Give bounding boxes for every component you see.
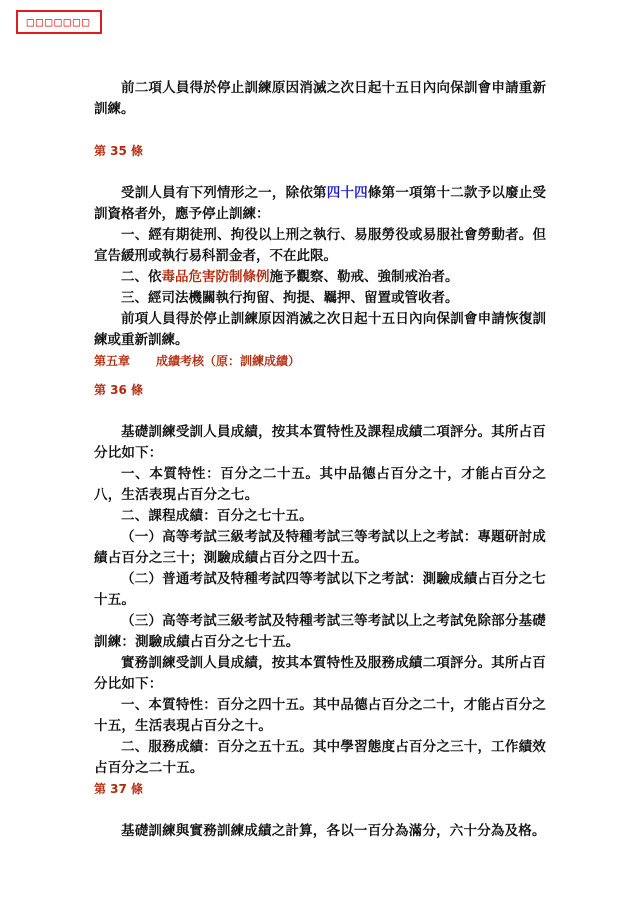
paragraph: 前項人員得於停止訓練原因消滅之次日起十五日內向保訓會申請恢復訓練或重新訓練。 bbox=[94, 311, 546, 348]
article-link-44[interactable]: 四十四 bbox=[326, 185, 368, 201]
paragraph: 二、服務成績：百分之五十五。其中學習態度占百分之三十，工作績效占百分之二十五。 bbox=[94, 739, 546, 776]
header-stamp: □□□□□□□ bbox=[16, 10, 102, 34]
paragraph: （一）高等考試三級考試及特種考試三等考試以上之考試：專題研討成績占百分之三十；測驗成績占百分之四十五。 bbox=[94, 529, 546, 566]
document-body bbox=[94, 78, 546, 842]
paragraph: 基礎訓練與實務訓練成績之計算，各以一百分為滿分，六十分為及格。 bbox=[121, 823, 546, 839]
paragraph: 前二項人員得於停止訓練原因消滅之次日起十五日內向保訓會申請重新訓練。 bbox=[94, 80, 546, 117]
article-heading-37[interactable]: 第 37 條 bbox=[94, 782, 144, 796]
drug-act-link[interactable]: 毒品危害防制條例 bbox=[161, 269, 270, 285]
paragraph: 基礎訓練受訓人員成績，按其本質特性及課程成績二項評分。其所占百分比如下： bbox=[94, 424, 546, 461]
paragraph: 一、本質特性：百分之二十五。其中品德占百分之十，才能占百分之八，生活表現占百分之七。 bbox=[94, 466, 546, 503]
chapter-number: 第五章 bbox=[94, 354, 131, 368]
chapter-title: 成績考核（原：訓練成績） bbox=[156, 354, 301, 368]
article-heading-36[interactable]: 第 36 條 bbox=[94, 383, 144, 397]
paragraph: 一、本質特性：百分之四十五。其中品德占百分之二十，才能占百分之十五，生活表現占百分之十。 bbox=[94, 697, 546, 734]
paragraph: （二）普通考試及特種考試四等考試以下之考試：測驗成績占百分之七十五。 bbox=[94, 571, 546, 608]
paragraph: （三）高等考試三級考試及特種考試三等考試以上之考試免除部分基礎訓練：測驗成績占百分之七十五。 bbox=[94, 613, 546, 650]
paragraph: 二、課程成績：百分之七十五。 bbox=[121, 508, 313, 524]
chapter-heading bbox=[94, 351, 546, 372]
paragraph: 受訓人員有下列情形之一，除依第四十四條第一項第十二款予以廢止受訓資格者外，應予停止訓練： bbox=[94, 185, 547, 222]
paragraph: 二、依毒品危害防制條例施予觀察、勒戒、強制戒治者。 bbox=[121, 269, 459, 285]
paragraph: 一、經有期徒刑、拘役以上刑之執行、易服勞役或易服社會勞動者。但宣告緩刑或執行易科罰金者，不在此限。 bbox=[94, 227, 546, 264]
article-heading-35[interactable]: 第 35 條 bbox=[94, 144, 144, 158]
paragraph: 三、經司法機關執行拘留、拘提、羈押、留置或管收者。 bbox=[121, 290, 459, 306]
paragraph: 實務訓練受訓人員成績，按其本質特性及服務成績二項評分。其所占百分比如下： bbox=[94, 655, 546, 692]
